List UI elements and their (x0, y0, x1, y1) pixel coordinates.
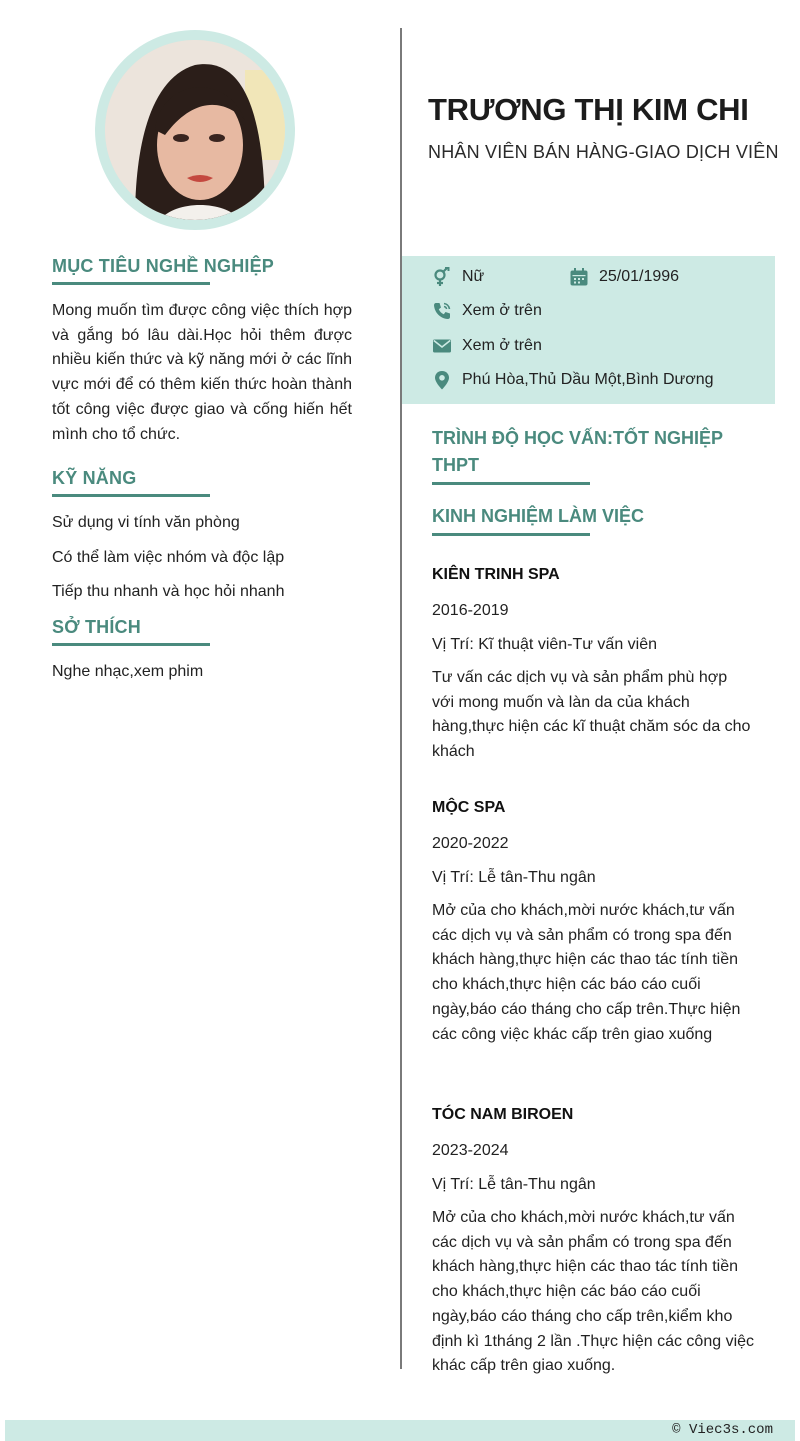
job-position: Vị Trí: Lễ tân-Thu ngân (432, 1176, 596, 1193)
hobbies-title: SỞ THÍCH (52, 616, 141, 637)
skills-rule (52, 494, 210, 497)
job-position: Vị Trí: Lễ tân-Thu ngân (432, 869, 596, 886)
skills-title: KỸ NĂNG (52, 468, 137, 489)
footer-bar (5, 1420, 795, 1441)
contact-phone (432, 301, 542, 321)
contact-email (432, 336, 542, 356)
avatar-portrait (105, 40, 285, 220)
job-entry (432, 566, 757, 765)
phone-value: Xem ở trên (462, 302, 542, 319)
candidate-job-title: NHÂN VIÊN BÁN HÀNG-GIAO DỊCH VIÊN (428, 142, 779, 162)
job-period: 2023-2024 (432, 1142, 509, 1159)
map-pin-icon (432, 370, 452, 390)
gender-value: Nữ (462, 268, 485, 285)
job-period: 2016-2019 (432, 602, 509, 619)
skills-list (52, 513, 352, 602)
education-section (432, 425, 757, 485)
experience-title: KINH NGHIỆM LÀM VIỆC (432, 506, 645, 526)
job-entry (432, 1106, 757, 1379)
address-value: Phú Hòa,Thủ Dầu Một,Bình Dương (462, 371, 714, 388)
job-company: MỘC SPA (432, 799, 506, 816)
job-period: 2020-2022 (432, 835, 509, 852)
job-company: KIÊN TRINH SPA (432, 566, 560, 583)
job-description: Mở của cho khách,mời nước khách,tư vấn các dịch vụ và sản phẩm có trong spa đến khách hàng,thực hiện các thao tác tính tiền cho khách,thực hiện các báo cáo cuối ngày,báo cáo tháng cho cấp trên.Thực hiện các công việc khác cấp trên giao xuống (432, 902, 741, 1043)
envelope-icon (432, 336, 452, 356)
job-description: Tư vấn các dịch vụ và sản phẩm phù hợp với mong muốn và làn da của khách hàng,thực hiện các kĩ thuật chăm sóc da cho khách (432, 669, 751, 761)
objective-text: Mong muốn tìm được công việc thích hợp và gắng bó lâu dài.Học hỏi thêm được nhiều kiến thức và kỹ năng mới ở các lĩnh vực mới để có thêm kiến thức hoàn thành tốt công việc được giao và cống hiến hết mình cho tổ chức. (52, 302, 352, 443)
candidate-name: TRƯƠNG THỊ KIM CHI (428, 92, 749, 127)
skill-item: Sử dụng vi tính văn phòng (52, 514, 240, 532)
avatar (105, 40, 285, 220)
objective-section (52, 256, 352, 447)
hobbies-text: Nghe nhạc,xem phim (52, 662, 204, 680)
gender-icon (432, 267, 452, 287)
education-rule (432, 482, 590, 485)
phone-icon (432, 301, 452, 321)
hobbies-section (52, 617, 352, 682)
experience-section (432, 503, 757, 536)
hobbies-rule (52, 643, 210, 646)
avatar-frame (95, 30, 295, 230)
job-company: TÓC NAM BIROEN (432, 1106, 574, 1123)
objective-rule (52, 282, 210, 285)
calendar-icon (569, 267, 589, 287)
contact-gender (432, 267, 484, 287)
experience-rule (432, 533, 590, 536)
contact-birthday (569, 267, 679, 287)
objective-title: MỤC TIÊU NGHỀ NGHIỆP (52, 256, 275, 276)
birthday-value: 25/01/1996 (599, 268, 680, 285)
job-position: Vị Trí: Kĩ thuật viên-Tư vấn viên (432, 636, 658, 653)
skill-item: Có thể làm việc nhóm và độc lập (52, 548, 285, 566)
job-entry (432, 799, 757, 1047)
contact-address (432, 370, 714, 390)
left-column (52, 256, 352, 696)
skill-item: Tiếp thu nhanh và học hỏi nhanh (52, 583, 285, 601)
footer-credit: © Viec3s.com (672, 1422, 773, 1438)
education-title: TRÌNH ĐỘ HỌC VẤN:TỐT NGHIỆP THPT (432, 428, 723, 475)
job-description: Mở của cho khách,mời nước khách,tư vấn các dịch vụ và sản phẩm có trong spa đến khách hàng,thực hiện các thao tác tính tiền cho khách,thực hiện các báo cáo cuối ngày,báo cáo tháng cho cấp trên,kiểm kho định kì 1tháng 2 lần .Thực hiện các công việc khác cấp trên giao xuống. (432, 1209, 755, 1375)
email-value: Xem ở trên (462, 337, 542, 354)
contact-panel (402, 256, 775, 404)
column-divider (400, 28, 402, 1369)
skills-section (52, 468, 352, 602)
